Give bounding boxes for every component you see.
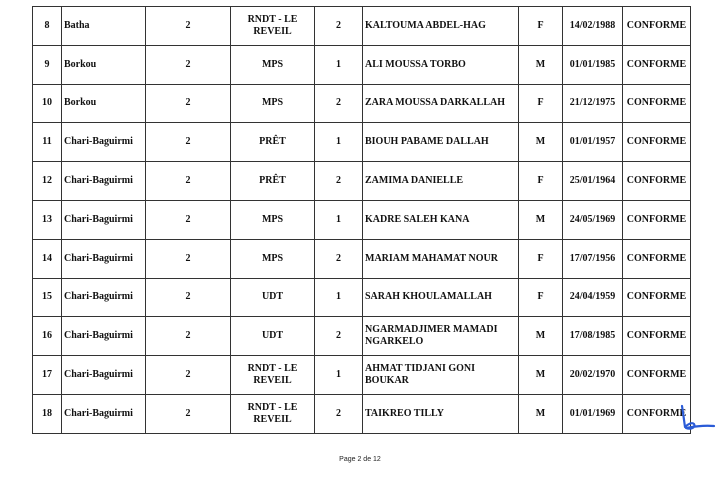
party-cell: MPS <box>231 45 315 84</box>
birth-date-cell: 21/12/1975 <box>563 84 623 123</box>
status-cell: CONFORME <box>623 239 691 278</box>
rank-cell: 1 <box>315 123 363 162</box>
status-cell: CONFORME <box>623 84 691 123</box>
rank-cell: 2 <box>315 394 363 433</box>
table-row <box>33 394 691 433</box>
sex-cell: M <box>519 356 563 395</box>
region-cell: Chari-Baguirmi <box>62 200 146 239</box>
candidates-table <box>32 6 691 434</box>
birth-date-cell: 24/04/1959 <box>563 278 623 317</box>
status-cell: CONFORME <box>623 162 691 201</box>
table-row <box>33 356 691 395</box>
status-cell: CONFORME <box>623 200 691 239</box>
birth-date-cell: 24/05/1969 <box>563 200 623 239</box>
birth-date-cell: 01/01/1957 <box>563 123 623 162</box>
table-row <box>33 123 691 162</box>
table-body <box>33 7 691 434</box>
region-cell: Chari-Baguirmi <box>62 162 146 201</box>
row-number-cell: 12 <box>33 162 62 201</box>
status-cell: CONFORME <box>623 317 691 356</box>
party-cell: PRÊT <box>231 162 315 201</box>
table-row <box>33 45 691 84</box>
birth-date-cell: 20/02/1970 <box>563 356 623 395</box>
region-cell: Chari-Baguirmi <box>62 239 146 278</box>
region-cell: Chari-Baguirmi <box>62 278 146 317</box>
sex-cell: F <box>519 7 563 46</box>
row-number-cell: 9 <box>33 45 62 84</box>
handwritten-initial-icon <box>676 402 718 432</box>
table-row <box>33 317 691 356</box>
table-row <box>33 162 691 201</box>
status-cell: CONFORME <box>623 278 691 317</box>
sex-cell: F <box>519 239 563 278</box>
row-number-cell: 8 <box>33 7 62 46</box>
row-number-cell: 15 <box>33 278 62 317</box>
birth-date-cell: 17/07/1956 <box>563 239 623 278</box>
rank-cell: 2 <box>315 7 363 46</box>
row-number-cell: 18 <box>33 394 62 433</box>
candidate-name-cell: TAIKREO TILLY <box>363 394 519 433</box>
region-cell: Chari-Baguirmi <box>62 317 146 356</box>
sex-cell: M <box>519 394 563 433</box>
candidate-name-cell: AHMAT TIDJANI GONI BOUKAR <box>363 356 519 395</box>
sex-cell: F <box>519 84 563 123</box>
region-cell: Chari-Baguirmi <box>62 356 146 395</box>
status-cell: CONFORME <box>623 123 691 162</box>
region-cell: Borkou <box>62 45 146 84</box>
status-cell: CONFORME <box>623 356 691 395</box>
rank-cell: 2 <box>315 162 363 201</box>
birth-date-cell: 01/01/1969 <box>563 394 623 433</box>
rank-cell: 1 <box>315 278 363 317</box>
sex-cell: M <box>519 200 563 239</box>
region-cell: Borkou <box>62 84 146 123</box>
rank-cell: 1 <box>315 45 363 84</box>
party-cell: RNDT - LE REVEIL <box>231 394 315 433</box>
region-cell: Chari-Baguirmi <box>62 123 146 162</box>
page-number: Page 2 de 12 <box>339 456 381 463</box>
birth-date-cell: 01/01/1985 <box>563 45 623 84</box>
birth-date-cell: 25/01/1964 <box>563 162 623 201</box>
rank-cell: 2 <box>315 84 363 123</box>
candidate-name-cell: ZAMIMA DANIELLE <box>363 162 519 201</box>
table-row <box>33 239 691 278</box>
party-cell: MPS <box>231 200 315 239</box>
candidate-name-cell: SARAH KHOULAMALLAH <box>363 278 519 317</box>
candidate-name-cell: KADRE SALEH KANA <box>363 200 519 239</box>
status-cell: CONFORME <box>623 7 691 46</box>
rank-cell: 2 <box>315 239 363 278</box>
party-cell: UDT <box>231 278 315 317</box>
candidate-name-cell: BIOUH PABAME DALLAH <box>363 123 519 162</box>
seats-cell: 2 <box>146 45 231 84</box>
seats-cell: 2 <box>146 200 231 239</box>
status-cell: CONFORME <box>623 394 691 433</box>
sex-cell: M <box>519 45 563 84</box>
candidate-name-cell: ZARA MOUSSA DARKALLAH <box>363 84 519 123</box>
status-cell: CONFORME <box>623 45 691 84</box>
party-cell: MPS <box>231 239 315 278</box>
seats-cell: 2 <box>146 394 231 433</box>
sex-cell: M <box>519 317 563 356</box>
birth-date-cell: 17/08/1985 <box>563 317 623 356</box>
sex-cell: M <box>519 123 563 162</box>
party-cell: MPS <box>231 84 315 123</box>
table-row <box>33 278 691 317</box>
table-row <box>33 7 691 46</box>
seats-cell: 2 <box>146 356 231 395</box>
row-number-cell: 10 <box>33 84 62 123</box>
party-cell: PRÊT <box>231 123 315 162</box>
row-number-cell: 16 <box>33 317 62 356</box>
rank-cell: 1 <box>315 200 363 239</box>
sex-cell: F <box>519 278 563 317</box>
region-cell: Chari-Baguirmi <box>62 394 146 433</box>
table-row <box>33 84 691 123</box>
row-number-cell: 11 <box>33 123 62 162</box>
birth-date-cell: 14/02/1988 <box>563 7 623 46</box>
row-number-cell: 13 <box>33 200 62 239</box>
sex-cell: F <box>519 162 563 201</box>
rank-cell: 1 <box>315 356 363 395</box>
candidate-name-cell: KALTOUMA ABDEL-HAG <box>363 7 519 46</box>
rank-cell: 2 <box>315 317 363 356</box>
seats-cell: 2 <box>146 7 231 46</box>
seats-cell: 2 <box>146 278 231 317</box>
seats-cell: 2 <box>146 239 231 278</box>
row-number-cell: 14 <box>33 239 62 278</box>
candidate-name-cell: MARIAM MAHAMAT NOUR <box>363 239 519 278</box>
seats-cell: 2 <box>146 317 231 356</box>
candidate-name-cell: NGARMADJIMER MAMADI NGARKELO <box>363 317 519 356</box>
party-cell: RNDT - LE REVEIL <box>231 356 315 395</box>
seats-cell: 2 <box>146 162 231 201</box>
party-cell: UDT <box>231 317 315 356</box>
seats-cell: 2 <box>146 84 231 123</box>
candidate-name-cell: ALI MOUSSA TORBO <box>363 45 519 84</box>
region-cell: Batha <box>62 7 146 46</box>
party-cell: RNDT - LE REVEIL <box>231 7 315 46</box>
seats-cell: 2 <box>146 123 231 162</box>
row-number-cell: 17 <box>33 356 62 395</box>
table-row <box>33 200 691 239</box>
